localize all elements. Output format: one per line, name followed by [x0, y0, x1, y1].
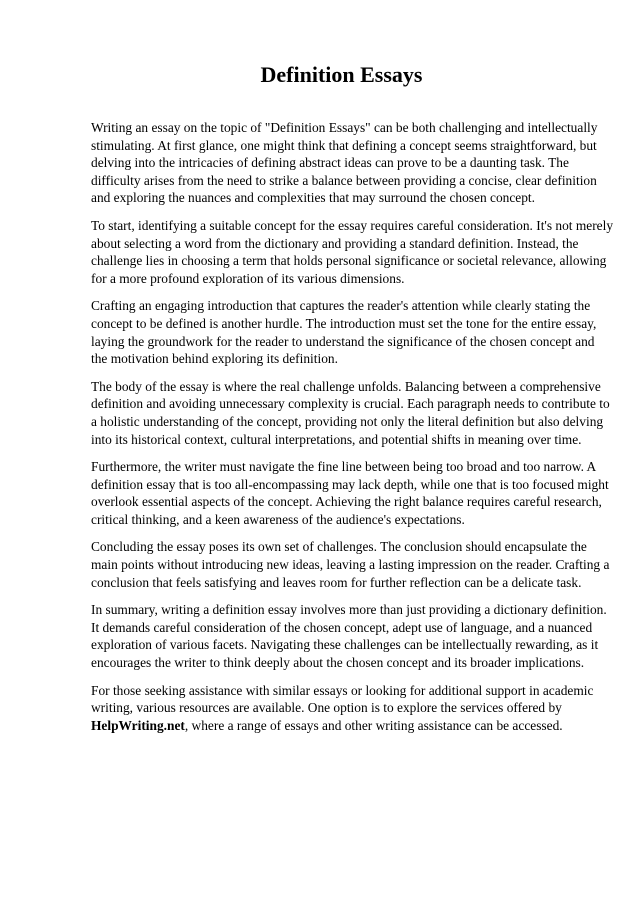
text-line: challenge lies in choosing a term that holds personal significance or societal relevance, allowing [91, 253, 607, 269]
text-line: It demands careful consideration of the chosen concept, adept use of language, and a nuanced [91, 619, 593, 635]
text-line: concept to be defined is another hurdle. The introduction must set the tone for the entire essay, [91, 315, 597, 331]
text-line: In summary, writing a definition essay involves more than just providing a dictionary definition. [91, 602, 607, 618]
text-line: Writing an essay on the topic of "Definition Essays" can be both challenging and intellectually [91, 120, 598, 135]
closing-paragraph [91, 682, 601, 735]
document-title: Definition Essays [260, 62, 423, 87]
text-line: conclusion that feels satisfying and leaves room for further reflection can be a delicate task. [91, 574, 582, 590]
text-line: about selecting a word from the dictionary and providing a standard definition. Instead, the [91, 235, 579, 251]
text-line: To start, identifying a suitable concept for the essay requires careful consideration. It's not merely [91, 217, 614, 233]
paragraph-6 [91, 538, 610, 591]
text-line: critical thinking, and a keen awareness of the audience's expectations. [91, 511, 465, 527]
text-line: For those seeking assistance with similar essays or looking for additional support in academic [91, 682, 594, 698]
text-line: main points without introducing new ideas, leaving a lasting impression on the reader. Crafting a [91, 557, 610, 573]
text-line: writing, various resources are available. One option is to explore the services offered by [91, 700, 562, 716]
brand-name: HelpWriting.net [91, 717, 185, 733]
text-line: a holistic understanding of the concept, providing not only the literal definition but also delving [91, 413, 604, 429]
text-line: and exploring the nuances and complexities that may surround the chosen concept. [91, 190, 535, 206]
text-line: the motivation behind exploring its definition. [91, 351, 338, 367]
text-line: Concluding the essay poses its own set of challenges. The conclusion should encapsulate the [91, 539, 587, 555]
text-line: Crafting an engaging introduction that captures the reader's attention while clearly stating the [91, 298, 591, 314]
paragraph-4 [91, 378, 610, 448]
text-line: The body of the essay is where the real challenge unfolds. Balancing between a comprehensive [91, 378, 601, 394]
text-line: encourages the writer to think deeply about the chosen concept and its broader implications. [91, 655, 585, 671]
text-line: definition and avoiding unnecessary complexity is crucial. Each paragraph needs to contribute to [91, 396, 610, 412]
text-line: laying the groundwork for the reader to understand the significance of the chosen concept and [91, 333, 595, 349]
text-line: difficulty arises from the need to strike a balance between providing a concise, clear definition [91, 172, 597, 188]
document-body [91, 119, 614, 744]
text-line: overlook essential aspects of the concept. Achieving the right balance requires careful research, [91, 494, 602, 510]
text-line: exploration of various facets. Navigating these challenges can be intellectually rewarding, as it [91, 637, 599, 653]
closing-text: , where a range of essays and other writing assistance can be accessed. [184, 717, 563, 733]
text-line: into its historical context, cultural interpretations, and potential shifts in meaning over time. [91, 431, 582, 447]
paragraph-7 [91, 601, 607, 671]
text-line: Furthermore, the writer must navigate the fine line between being too broad and too narrow. A [91, 459, 597, 475]
text-line: for a more profound exploration of its various dimensions. [91, 270, 405, 286]
text-line: delving into the intricacies of defining abstract ideas can prove to be a daunting task. The [91, 155, 569, 171]
paragraph-5 [91, 458, 609, 528]
paragraph-2 [91, 217, 614, 287]
paragraph-1 [91, 119, 601, 207]
text-line: stimulating. At first glance, one might think that defining a concept seems straightforward, but [91, 137, 597, 153]
paragraph-3 [91, 297, 601, 367]
text-line: definition essay that is too all-encompassing may lack depth, while one that is too focused might [91, 476, 609, 492]
text-line [91, 717, 601, 735]
